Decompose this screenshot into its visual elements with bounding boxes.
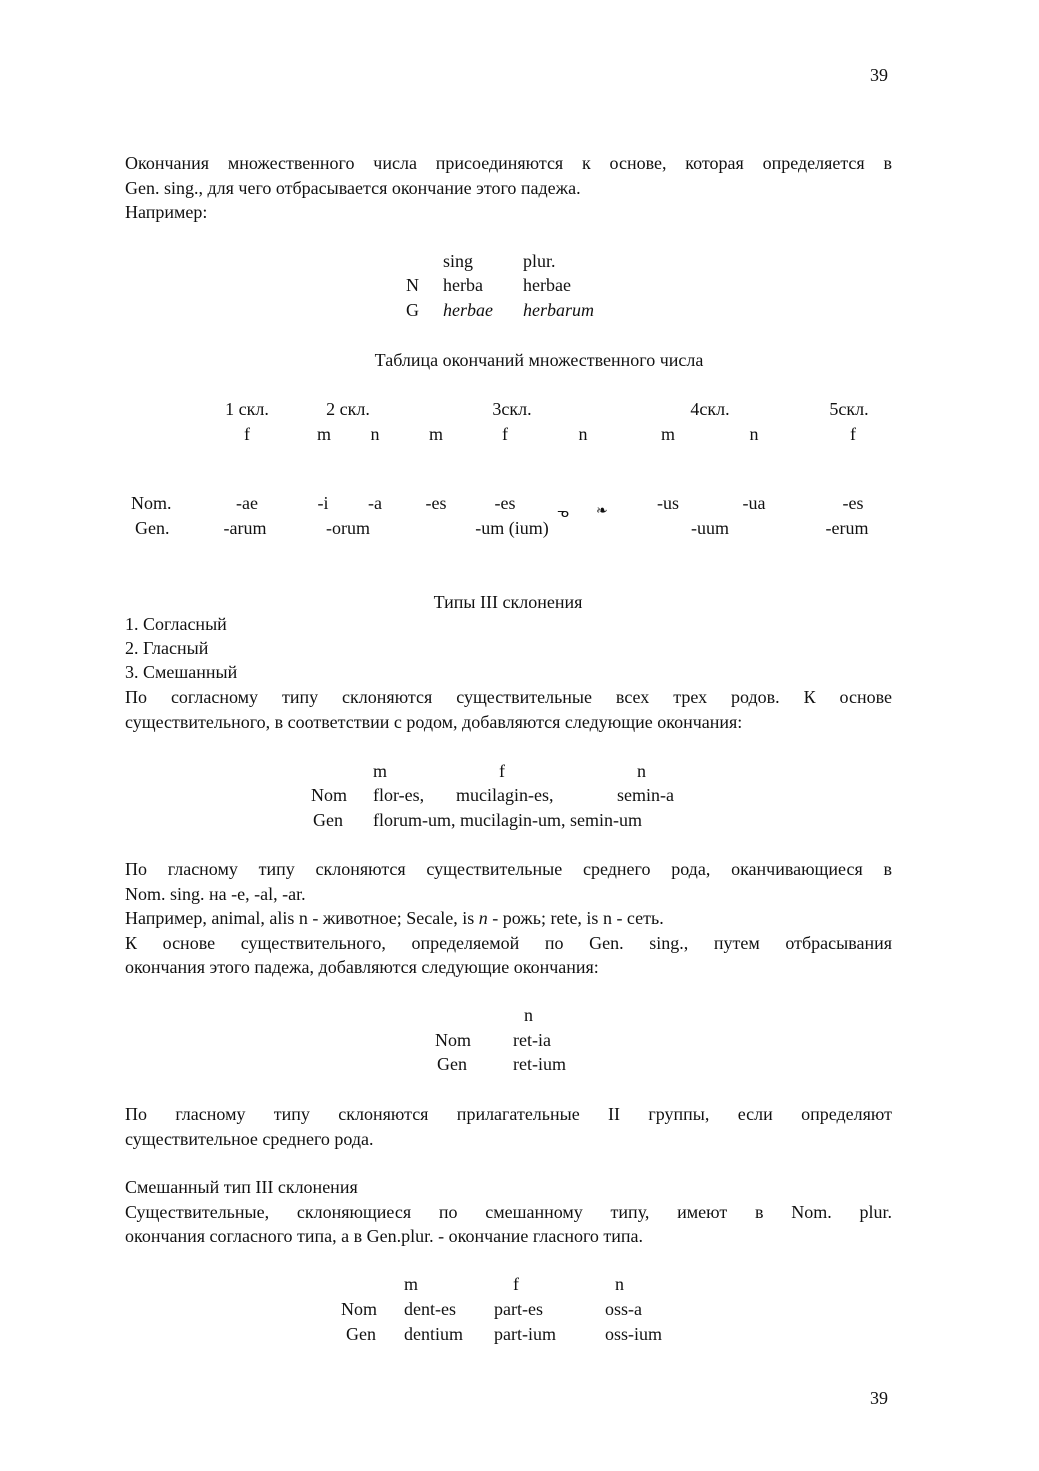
gen-5: -erum — [825, 518, 869, 538]
herba-plur-nom: herbae — [523, 275, 571, 295]
mixed-header-m: m — [404, 1274, 419, 1294]
vowel-line-2: Nom. sing. на -e, -al, -ar. — [125, 883, 306, 904]
gender-2-n: n — [370, 424, 380, 444]
nom-1-f: -ae — [236, 493, 258, 513]
cons-header-n: n — [637, 761, 646, 781]
gen-4: -uum — [691, 518, 729, 538]
mixed-gen-m: dentium — [404, 1324, 463, 1344]
herba-sing-gen: herbae — [443, 300, 493, 320]
header-sing: sing — [443, 251, 474, 271]
gender-3-f: f — [502, 424, 508, 444]
nom-5-f: -es — [842, 493, 864, 513]
vowel-line-3 — [125, 906, 892, 931]
mixed-header-n: n — [615, 1274, 624, 1294]
mixed-nom-f: part-es — [494, 1299, 543, 1319]
case-g: G — [406, 300, 419, 320]
vowel-gen: ret-ium — [513, 1054, 566, 1074]
type-item-2: 2. Гласный — [125, 638, 209, 658]
vowel-line-3-b: - рожь; rete, is n - сеть. — [487, 908, 664, 928]
cons-header-f: f — [499, 761, 505, 781]
scan-mark-icon: ❧ — [596, 504, 608, 519]
gender-3-m: m — [428, 424, 443, 444]
row-label-gen: Gen. — [135, 518, 170, 538]
gender-5-f: f — [850, 424, 856, 444]
mixed-heading: Смешанный тип III склонения — [125, 1177, 358, 1197]
gender-3-n: n — [578, 424, 588, 444]
decl-5: 5скл. — [829, 399, 869, 419]
consonant-line-2: существительного, в соответствии с родом, добавляются следующие окончания: — [125, 711, 743, 732]
consonant-line-1: По согласному типу склоняются существительные всех трех родов. К основе — [125, 687, 892, 707]
cons-label-gen: Gen — [313, 810, 343, 830]
vowel-line-1: По гласному типу склоняются существительные среднего рода, оканчивающиеся в — [125, 859, 892, 879]
mixed-nom-n: oss-a — [605, 1299, 642, 1319]
vowel-line-5: окончания этого падежа, добавляются следующие окончания: — [125, 957, 599, 977]
vowel-paragraph — [125, 857, 892, 980]
cons-nom-f: mucilagin-es, — [456, 785, 554, 805]
mixed-header-f: f — [513, 1274, 519, 1294]
nom-2-m: -i — [317, 493, 329, 513]
mixed-label-gen: Gen — [346, 1324, 376, 1344]
nom-3-f: -es — [494, 493, 516, 513]
mixed-paragraph — [125, 1175, 892, 1249]
vowel-label-gen: Gen — [437, 1054, 467, 1074]
vowel-line-3-n: n — [478, 908, 488, 928]
page-number-top: 39 — [870, 65, 888, 85]
gen-3: -um (ium) — [475, 518, 549, 538]
vowel-nom: ret-ia — [513, 1030, 551, 1050]
cons-header-m: m — [373, 761, 388, 781]
type-item-3: 3. Смешанный — [125, 662, 238, 682]
endings-table-title: Таблица окончаний множественного числа — [374, 350, 704, 370]
vowel-label-nom: Nom — [435, 1030, 471, 1050]
nom-3-m: -es — [425, 493, 447, 513]
decl-3: 3скл. — [492, 399, 532, 419]
consonant-paragraph — [125, 685, 892, 734]
vowel-header-n: n — [524, 1005, 533, 1025]
gender-4-n: n — [749, 424, 759, 444]
vowel-line-4: К основе существительного, определяемой по Gen. sing., путем отбрасывания — [125, 932, 892, 953]
gender-2-m: m — [316, 424, 331, 444]
herba-sing-nom: herba — [443, 275, 483, 295]
mixed-nom-m: dent-es — [404, 1299, 456, 1319]
mixed-gen-f: part-ium — [494, 1324, 556, 1344]
adjectives-paragraph — [125, 1102, 892, 1151]
scan-mark-icon: ᓀ — [557, 506, 569, 521]
gender-4-m: m — [660, 424, 675, 444]
page-number-bottom: 39 — [870, 1388, 888, 1408]
intro-line-2: Gen. sing., для чего отбрасывается окончание этого падежа. — [125, 177, 581, 198]
nom-2-n: -a — [368, 493, 382, 513]
mixed-line-1: Существительные, склоняющиеся по смешанному типу, имеют в Nom. plur. — [125, 1201, 892, 1222]
adjectives-line-1: По гласному типу склоняются прилагательные II группы, если определяют — [125, 1104, 892, 1124]
mixed-gen-n: oss-ium — [605, 1324, 663, 1344]
nom-4-n: -ua — [742, 493, 766, 513]
gen-1: -arum — [223, 518, 267, 538]
vowel-line-3-a: Например, animal, alis n - животное; Secale, is — [125, 908, 479, 928]
mixed-label-nom: Nom — [341, 1299, 377, 1319]
cons-label-nom: Nom — [311, 785, 347, 805]
adjectives-line-2: существительное среднего рода. — [125, 1128, 374, 1149]
header-plur: plur. — [523, 251, 556, 271]
intro-paragraph — [125, 151, 892, 225]
intro-line-1: Окончания множественного числа присоединяются к основе, которая определяется в — [125, 153, 892, 173]
cons-nom-m: flor-es, — [373, 785, 425, 805]
gender-1-f: f — [244, 424, 250, 444]
type-item-1: 1. Согласный — [125, 614, 227, 634]
cons-gen-row: florum-um, mucilagin-um, semin-um — [373, 810, 642, 830]
row-label-nom: Nom. — [131, 493, 172, 513]
cons-nom-n: semin-a — [617, 785, 674, 805]
decl-2: 2 скл. — [326, 399, 370, 419]
decl-1: 1 скл. — [225, 399, 269, 419]
mixed-line-2: окончания согласного типа, а в Gen.plur. - окончание гласного типа. — [125, 1226, 644, 1246]
nom-4-m: -us — [657, 493, 679, 513]
case-n: N — [406, 275, 419, 295]
herba-plur-gen: herbarum — [523, 300, 594, 320]
decl-4: 4скл. — [690, 399, 730, 419]
types-title: Типы III склонения — [433, 592, 583, 612]
intro-line-3: Например: — [125, 202, 208, 222]
gen-2: -orum — [326, 518, 370, 538]
